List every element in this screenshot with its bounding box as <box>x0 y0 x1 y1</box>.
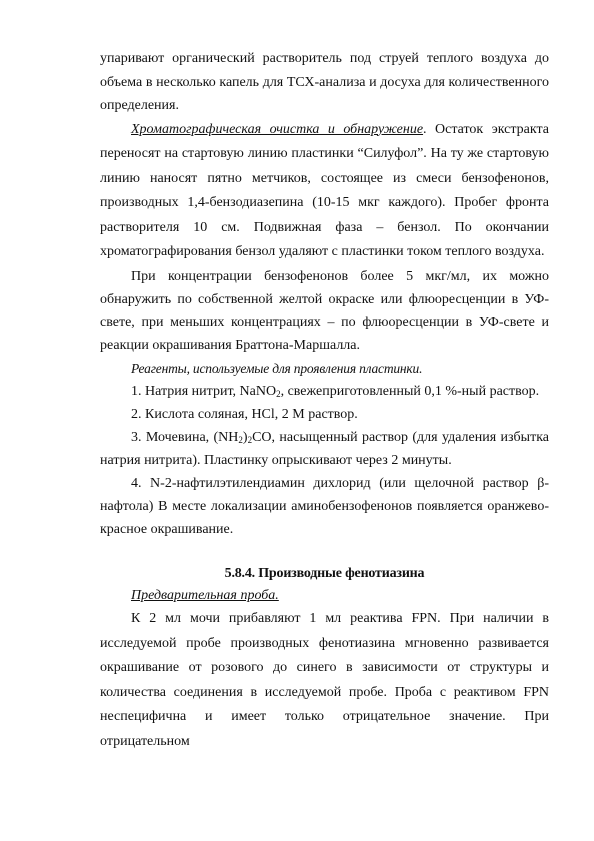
reagent-item-3-subscript-1: 2 <box>238 435 243 446</box>
reagent-item-2: 2. Кислота соляная, HCl, 2 М раствор. <box>131 407 358 423</box>
document-page <box>100 47 549 755</box>
reagent-item-3-subscript-2: 2 <box>247 435 253 446</box>
paragraph-concentration: При концентрации бензофенонов более 5 мкг/мл, их можно обнаружить по собственной желтой окраске или флюоресценции в УФ-свете, при меньших концентрациях – по флюоресценции в УФ-свете и реакции окрашивания Браттона-Маршалла. <box>100 269 549 354</box>
reagent-item-3-paren: ) <box>242 430 248 446</box>
paragraph-chromatography <box>100 118 549 266</box>
paragraph-evaporation: упаривают органический растворитель под струей теплого воздуха до объема в несколько капель для ТСХ-анализа и досуха для количественного определения. <box>100 51 549 113</box>
reagent-item-1-text: 1. Натрия нитрит, NaNO <box>131 384 277 400</box>
reagent-item-3 <box>100 426 549 472</box>
reagent-item-4: 4. N-2-нафтилэтилендиамин дихлорид (или щелочной раствор β-нафтола) В месте локализации аминобензофенонов появляется оранжево-красное окрашивание. <box>100 476 549 538</box>
reagents-title: Реагенты, используемые для проявления пластинки. <box>131 361 423 377</box>
paragraph-preliminary-test: К 2 мл мочи прибавляют 1 мл реактива FPN. При наличии в исследуемой пробе производных фенотиазина мгновенно развивается окрашивание от розового до синего в зависимости от структуры и количества соединения в исследуемой пробе. Проба с реактивом FPN неспецифична и имеет только отрицательное значение. При отрицательном <box>100 611 549 750</box>
reagent-item-1-subscript: 2 <box>276 389 281 400</box>
reagent-item-3-text-end: CO, насыщенный раствор (для удаления избытка натрия нитрита). Пластинку опрыскивают через 2 минуты. <box>100 430 550 469</box>
section-subheading: Предварительная проба. <box>131 588 279 604</box>
section-heading: 5.8.4. Производные фенотиазина <box>224 566 425 582</box>
reagent-item-1-text-end: , свежеприготовленный 0,1 %-ный раствор. <box>280 384 540 400</box>
reagent-item-1 <box>100 380 549 403</box>
reagent-item-3-text: 3. Мочевина, (NH <box>131 430 239 446</box>
chromatography-text: . Остаток экстракта переносят на стартовую линию пластинки “Силуфол”. На ту же стартовую линию наносят пятно метчиков, состоящее из смеси бензофенонов, производных 1,4-бензодиазепина (10-15 мкг каждого). Пробег фронта растворителя 10 см. Подвижная фаза – бензол. По окончании хроматографирования бензол удаляют с пластинки током теплого воздуха. <box>100 121 549 260</box>
chromatography-heading: Хроматографическая очистка и обнаружение <box>131 121 424 137</box>
